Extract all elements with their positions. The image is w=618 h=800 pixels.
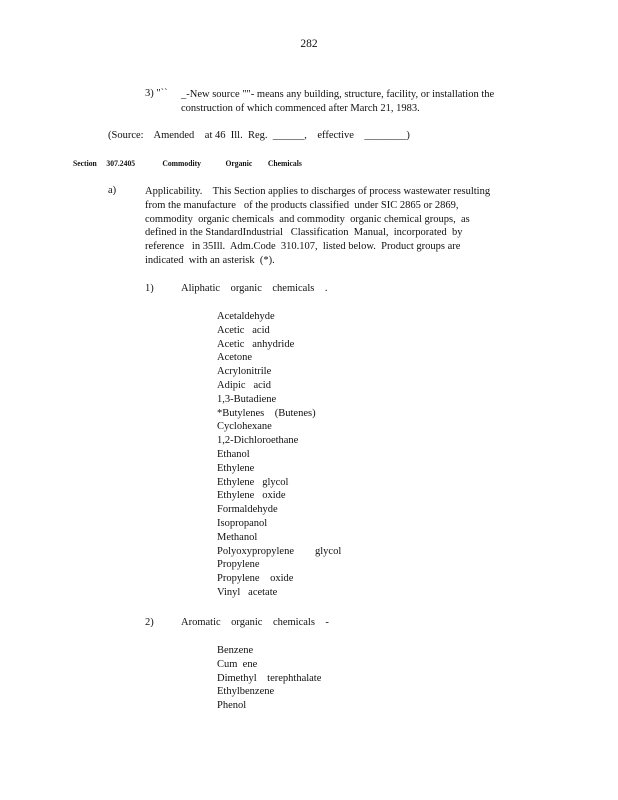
list-item: Ethylene oxide bbox=[217, 490, 286, 502]
paragraph-line: indicated with an asterisk (*). bbox=[145, 254, 275, 266]
section-number: 307.2405 bbox=[106, 158, 136, 168]
list-item: 1,2-Dichloroethane bbox=[217, 435, 299, 447]
list-item: Acrylonitrile bbox=[217, 366, 272, 378]
list-item: Ethanol bbox=[217, 448, 250, 460]
list-item: *Butylenes (Butenes) bbox=[217, 407, 316, 419]
definition-line: _-New source ""- means any building, structure, facility, or installation the bbox=[181, 89, 495, 100]
list-item: Acetone bbox=[217, 352, 252, 364]
list-item: Propylene bbox=[217, 559, 260, 571]
list-item: Acetic acid bbox=[217, 324, 270, 336]
list-item: Acetaldehyde bbox=[217, 311, 275, 322]
section-heading bbox=[73, 158, 302, 168]
list-item: Phenol bbox=[217, 700, 247, 712]
subsection-1-label: 1) bbox=[145, 283, 154, 294]
definition-line: construction of which commenced after March 21, 1983. bbox=[181, 102, 420, 114]
definition-text bbox=[181, 88, 533, 116]
list-item: Propylene oxide bbox=[217, 573, 294, 585]
list-item: Dimethyl terephthalate bbox=[217, 672, 322, 684]
page-number: 282 bbox=[300, 38, 318, 50]
paragraph-line: reference in 35Ill. Adm.Code 310.107, listed below. Product groups are bbox=[145, 241, 461, 253]
list-item: Cum ene bbox=[217, 658, 258, 670]
list-item: Polyoxypropylene glycol bbox=[217, 545, 342, 557]
list-item: Cyclohexane bbox=[217, 421, 272, 433]
subsection-2-label: 2) bbox=[145, 617, 154, 628]
aliphatic-chemicals-list bbox=[217, 310, 341, 600]
list-item: Ethylbenzene bbox=[217, 686, 275, 698]
section-title-word: Chemicals bbox=[267, 158, 302, 168]
list-item: Benzene bbox=[217, 645, 254, 656]
paragraph-line: Applicability. This Section applies to discharges of process wastewater resulting bbox=[145, 186, 491, 197]
list-item: Isopropanol bbox=[217, 517, 268, 529]
definition-number: 3) "`` bbox=[145, 88, 168, 99]
list-item: Acetic anhydride bbox=[217, 338, 295, 350]
list-item: Methanol bbox=[217, 531, 258, 543]
list-item: Ethylene bbox=[217, 462, 255, 474]
subsection-2-title: Aromatic organic chemicals - bbox=[181, 617, 329, 628]
paragraph-line: from the manufacture of the products classified under SIC 2865 or 2869, bbox=[145, 199, 459, 211]
list-item: Formaldehyde bbox=[217, 504, 278, 516]
paragraph-line: defined in the StandardIndustrial Classification Manual, incorporated by bbox=[145, 227, 463, 239]
list-item: Ethylene glycol bbox=[217, 476, 289, 488]
paragraph-line: commodity organic chemicals and commodity organic chemical groups, as bbox=[145, 213, 470, 225]
section-title-word: Commodity bbox=[162, 158, 202, 168]
source-note: (Source: Amended at 46 Ill. Reg. ______, effective ________) bbox=[108, 130, 410, 141]
aromatic-chemicals-list bbox=[217, 644, 321, 713]
section-label: Section bbox=[73, 158, 97, 168]
list-item: 1,3-Butadiene bbox=[217, 393, 277, 405]
section-title-word: Organic bbox=[225, 158, 253, 168]
subsection-1-title: Aliphatic organic chemicals . bbox=[181, 283, 328, 294]
list-item: Adipic acid bbox=[217, 379, 271, 391]
subsection-a-text bbox=[145, 185, 530, 268]
subsection-a-label: a) bbox=[108, 185, 117, 196]
list-item: Vinyl acetate bbox=[217, 586, 278, 598]
